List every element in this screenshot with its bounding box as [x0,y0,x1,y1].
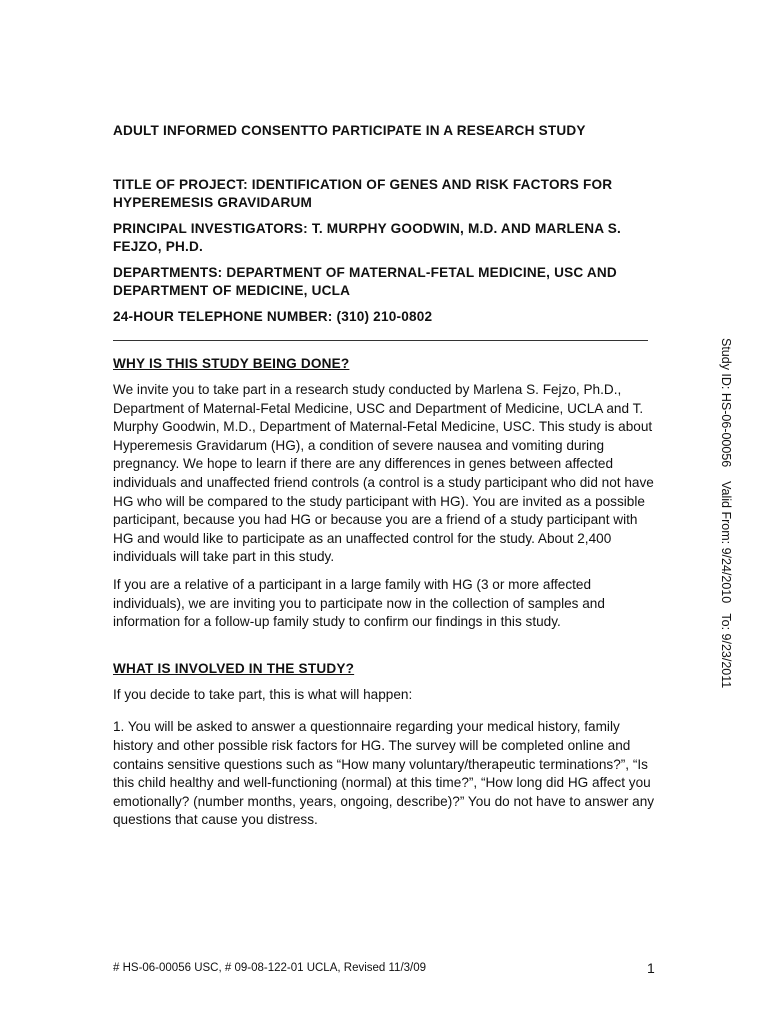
departments: DEPARTMENTS: DEPARTMENT OF MATERNAL-FETAL MEDICINE, USC AND DEPARTMENT OF MEDICINE, UCLA [113,265,617,298]
telephone-number: 24-HOUR TELEPHONE NUMBER: (310) 210-0802 [113,309,433,324]
divider [113,340,648,341]
principal-investigators: PRINCIPAL INVESTIGATORS: T. MURPHY GOODWIN, M.D. AND MARLENA S. FEJZO, PH.D. [113,221,622,254]
section-heading-what: WHAT IS INVOLVED IN THE STUDY? [113,660,355,676]
study-validity-stamp: Study ID: HS-06-00056 Valid From: 9/24/2010 To: 9/23/2011 [719,338,733,689]
footer-reference: # HS-06-00056 USC, # 09-08-122-01 UCLA, Revised 11/3/09 [113,962,427,974]
paragraph: We invite you to take part in a research study conducted by Marlena S. Fejzo, Ph.D., Department of Maternal-Fetal Medicine, USC and Department of Medicine, UCLA and T. Murphy Goodwin, M.D., Department of Maternal-Fetal Medicine, USC. This study is about Hyperemesis Gravidarum (HG), a condition of severe nausea and vomiting during pregnancy. We hope to learn if there are any differences in genes between affected individuals and unaffected friend controls (a control is a study participant who did not have HG who will be compared to the study participant with HG). You are invited as a possible participant, because you had HG or because you are a friend of a study participant with HG and would like to participate as an unaffected control for the study. About 2,400 individuals will take part in this study. [113,382,654,565]
page-number: 1 [647,960,655,976]
paragraph: 1. You will be asked to answer a questionnaire regarding your medical history, family history and other possible risk factors for HG. The survey will be completed online and contains sensitive questions such as “How many voluntary/therapeutic terminations?”, “Is this child healthy and well-functioning (normal) at this time?”, “How long did HG affect you emotionally? (number months, years, ongoing, describe)?” You do not have to answer any questions that cause you distress. [113,719,655,828]
document-body [113,122,658,830]
paragraph: If you decide to take part, this is what will happen: [113,686,413,702]
section-heading-why: WHY IS THIS STUDY BEING DONE? [113,356,350,371]
paragraph: If you are a relative of a participant in a large family with HG (3 or more affected individuals), we are inviting you to participate now in the collection of samples and information for a follow-up family study to confirm our findings in this study. [113,576,605,630]
document-title: ADULT INFORMED CONSENTTO PARTICIPATE IN A RESEARCH STUDY [113,123,586,138]
project-title: TITLE OF PROJECT: IDENTIFICATION OF GENES AND RISK FACTORS FOR HYPEREMESIS GRAVIDARUM [113,177,613,210]
